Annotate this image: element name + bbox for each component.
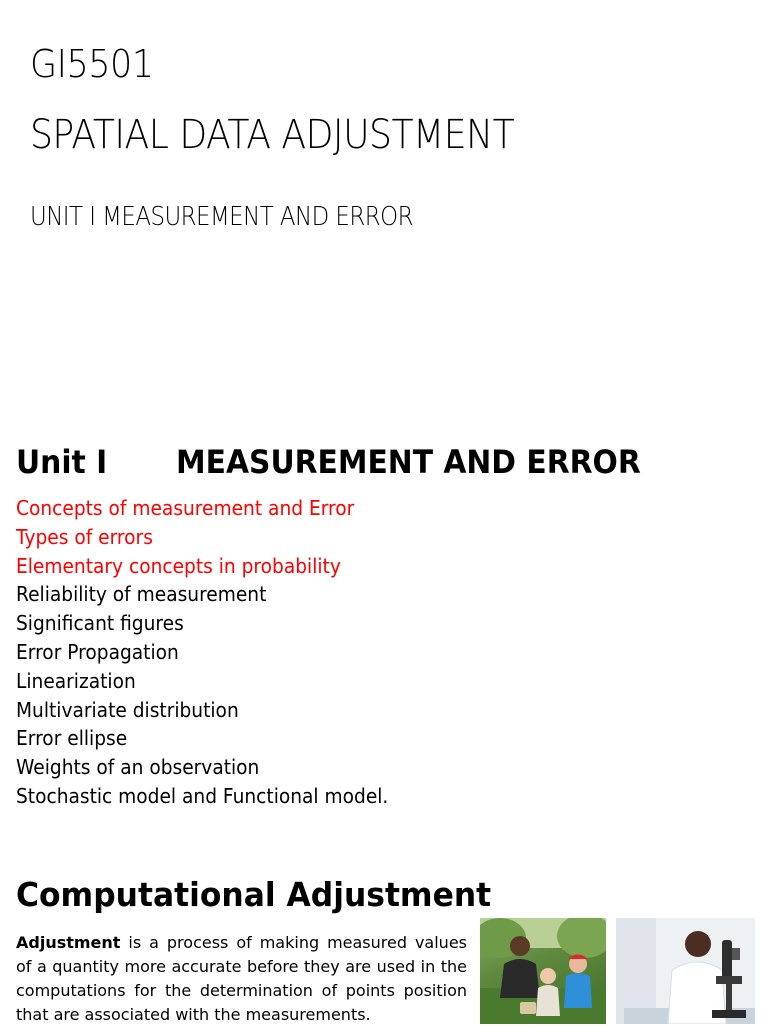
unit-subtitle: UNIT I MEASUREMENT AND ERROR [30, 202, 413, 232]
list-item: Multivariate distribution [16, 697, 239, 722]
topic-list [16, 494, 416, 811]
list-item: Types of errors [16, 524, 153, 549]
list-item: Elementary concepts in probability [16, 553, 341, 578]
term: Adjustment [16, 933, 121, 952]
list-item: Weights of an observation [16, 755, 260, 780]
photo-children-outdoors [480, 918, 606, 1024]
syllabus-heading [16, 443, 641, 481]
list-item: Error Propagation [16, 639, 179, 664]
adjustment-definition [16, 931, 467, 1027]
list-item: Reliability of measurement [16, 582, 267, 607]
list-item: Error ellipse [16, 726, 128, 751]
list-item: Linearization [16, 668, 136, 693]
syllabus-slide [0, 440, 768, 820]
definition-text: is a process of making measured values of a quantity more accurate before they are used in the computations for the determination of points position that are associated with the measurements. [16, 933, 467, 1024]
list-item: Stochastic model and Functional model. [16, 783, 389, 808]
adjustment-heading: Computational Adjustment [16, 875, 492, 914]
unit-label: Unit I [16, 443, 108, 481]
course-code: GI5501 [30, 42, 154, 86]
course-title: SPATIAL DATA ADJUSTMENT [30, 112, 515, 158]
title-slide [0, 0, 768, 410]
list-item: Concepts of measurement and Error [16, 496, 355, 520]
list-item: Significant figures [16, 611, 184, 636]
adjustment-slide [0, 870, 768, 1024]
unit-heading: MEASUREMENT AND ERROR [176, 443, 641, 481]
photo-scientist-microscope [616, 918, 755, 1024]
